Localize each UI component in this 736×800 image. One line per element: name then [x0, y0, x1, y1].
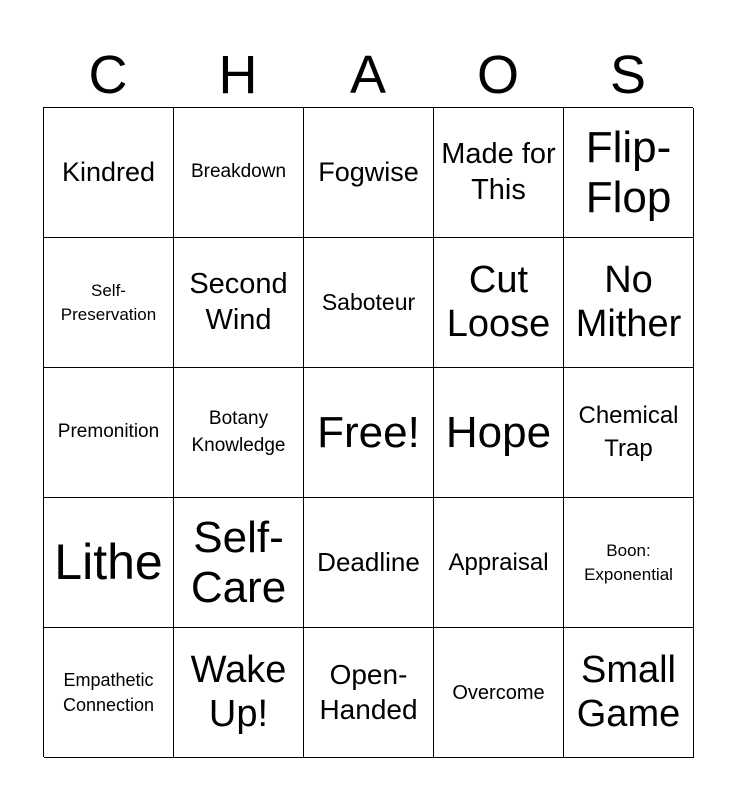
cell-label: Flip-Flop [585, 123, 672, 222]
cell-label: Small Game [576, 648, 681, 735]
bingo-cell[interactable] [304, 628, 434, 758]
bingo-cell[interactable] [44, 108, 174, 238]
bingo-cell[interactable] [174, 108, 304, 238]
cell-label: Boon: Exponential [584, 540, 673, 584]
cell-label: Wake Up! [190, 648, 287, 735]
cell-label: Chemical Trap [578, 402, 679, 462]
bingo-cell[interactable] [434, 368, 564, 498]
bingo-cell[interactable] [174, 368, 304, 498]
bingo-cell[interactable] [434, 108, 564, 238]
header-letter-c: C [88, 45, 128, 105]
cell-label: Made for This [441, 138, 556, 206]
cell-label: Self-Preservation [60, 280, 157, 324]
cell-label: Breakdown [190, 161, 287, 183]
cell-label: Kindred [61, 157, 156, 188]
cell-label: Empathetic Connection [62, 670, 155, 715]
cell-label: Self-Care [190, 513, 287, 612]
cell-label: Deadline [317, 546, 420, 577]
free-space-cell[interactable] [304, 368, 434, 498]
cell-label: No Mither [575, 258, 682, 345]
bingo-cell[interactable] [564, 628, 694, 758]
cell-label: Appraisal [448, 548, 549, 576]
bingo-header [43, 42, 693, 108]
bingo-cell[interactable] [44, 368, 174, 498]
bingo-cell[interactable] [44, 628, 174, 758]
cell-label: Overcome [452, 681, 545, 704]
cell-label: Saboteur [321, 288, 416, 315]
bingo-cell[interactable] [174, 498, 304, 628]
cell-label: Hope [445, 407, 552, 457]
bingo-cell[interactable] [174, 238, 304, 368]
cell-label: Premonition [57, 421, 160, 443]
bingo-cell[interactable] [434, 238, 564, 368]
bingo-cell[interactable] [564, 238, 694, 368]
header-letter-s: S [609, 45, 647, 105]
cell-label: Open-Handed [319, 659, 418, 725]
free-space-label: Free! [317, 407, 420, 457]
bingo-cell[interactable] [434, 498, 564, 628]
cell-label: Second Wind [189, 268, 288, 336]
header-letter-o: O [476, 45, 519, 105]
bingo-cell[interactable] [434, 628, 564, 758]
bingo-cell[interactable] [564, 498, 694, 628]
bingo-cell[interactable] [304, 238, 434, 368]
bingo-cell[interactable] [174, 628, 304, 758]
cell-label: Fogwise [318, 157, 419, 188]
bingo-cell[interactable] [304, 108, 434, 238]
cell-label: Botany Knowledge [191, 407, 286, 456]
bingo-cell[interactable] [304, 498, 434, 628]
bingo-board [43, 107, 693, 757]
bingo-cell[interactable] [44, 498, 174, 628]
bingo-cell[interactable] [564, 368, 694, 498]
header-letter-h: H [218, 45, 258, 105]
bingo-cell[interactable] [44, 238, 174, 368]
cell-label: Lithe [54, 534, 163, 590]
cell-label: Cut Loose [446, 258, 551, 345]
header-letter-a: A [349, 45, 387, 105]
bingo-cell[interactable] [564, 108, 694, 238]
